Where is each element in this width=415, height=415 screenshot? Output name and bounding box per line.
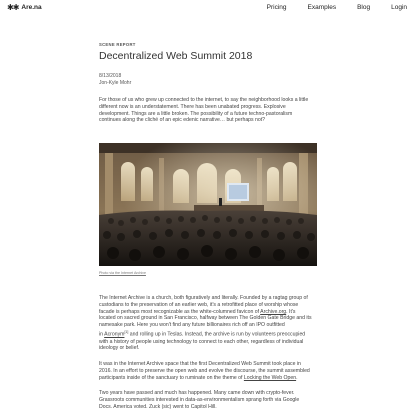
article-kicker: SCENE REPORT (99, 42, 136, 47)
acronym-link[interactable]: Acronym (104, 331, 125, 338)
paragraph-line: custodians to the preservation of an earlier web, it's a retrofitted place of worship whose (99, 301, 299, 308)
intro-line: different now is an understatement. There has been unabated progress. Explosive (99, 103, 286, 110)
paragraph-text: in (99, 331, 105, 338)
paragraph-text: participants inside of the sanctuary to ruminate on the theme of (99, 374, 244, 381)
intro-paragraph (99, 97, 317, 124)
paragraph-archive (99, 295, 317, 352)
footnote-ref[interactable]: [1] (124, 329, 129, 334)
paragraph-text: . It's (286, 308, 296, 315)
nav-examples[interactable]: Examples (307, 4, 337, 11)
photo-caption[interactable]: Photo via the Internet Archive (99, 271, 146, 275)
paragraph-line: It was in the Internet Archive space that the first Decentralized Web Summit took place in (99, 361, 301, 367)
paragraph-line: The Internet Archive is a church, both figuratively and literally. Founded by a ragtag group of (99, 295, 308, 301)
locking-web-open-link[interactable]: Locking the Web Open (243, 374, 297, 381)
intro-line: For those of us who grew up connected to the internet, to say the neighborhood looks a little (99, 97, 309, 103)
nav-pricing[interactable]: Pricing (266, 4, 287, 11)
paragraph-text: . (296, 374, 298, 381)
paragraph-text: facade is perhaps most recognizable as the white-columned favicon of (99, 308, 261, 315)
paragraph-two-years (99, 390, 317, 410)
paragraph-line: located on sacred ground in San Francisco, halfway between The Golden Gate Bridge and its (99, 315, 312, 322)
article-photo (99, 143, 317, 266)
asterisk-logo-icon: ✱✱ (7, 3, 19, 12)
paragraph-line (99, 309, 317, 316)
article-meta (99, 73, 131, 86)
paragraph-line (99, 329, 317, 339)
paragraph-line: 2016. In an effort to preserve the open web and evolve the discourse, the summit assembled (99, 367, 310, 374)
church-interior-image (99, 143, 317, 266)
paragraph-line (99, 375, 317, 382)
main-nav (246, 4, 407, 12)
nav-login[interactable]: Login (391, 4, 407, 11)
archive-org-link[interactable]: Archive.org (260, 308, 287, 315)
paragraph-line: Two years have passed and much has happened. Many came down with crypto-fever. (99, 390, 295, 396)
logo[interactable] (7, 4, 42, 12)
paragraph-line: ideology or belief. (99, 345, 140, 352)
article-title: Decentralized Web Summit 2018 (99, 50, 253, 62)
paragraph-line: Grassroots communities interested in data-as-environmentalism sprang forth via Google (99, 396, 300, 403)
intro-line: continues along the cliché of an epic edenic narrative… but perhaps not? (99, 117, 266, 124)
top-bar (0, 0, 415, 16)
paragraph-line: with a history of people using technology to connect to each other, regardless of individual (99, 338, 304, 345)
paragraph-text: and rolling up in Teslas. Instead, the archive is run by volunteers preoccupied (129, 331, 306, 338)
paragraph-line: Docs. America voted. Zuck (sic) went to Capitol Hill. (99, 403, 217, 410)
intro-line: development. Things are a little broken. The possibility of a future techno-pastoralism (99, 110, 293, 117)
paragraph-line: namesake park. Here you won't find any future billionaires rich off an IPO outfitted (99, 322, 285, 329)
article-author: Jon-Kyle Mohr (99, 79, 132, 86)
nav-blog[interactable]: Blog (357, 4, 371, 11)
paragraph-summit (99, 361, 317, 381)
logo-text: Are.na (21, 4, 42, 11)
article-date: 8/13/2018 (99, 73, 122, 79)
